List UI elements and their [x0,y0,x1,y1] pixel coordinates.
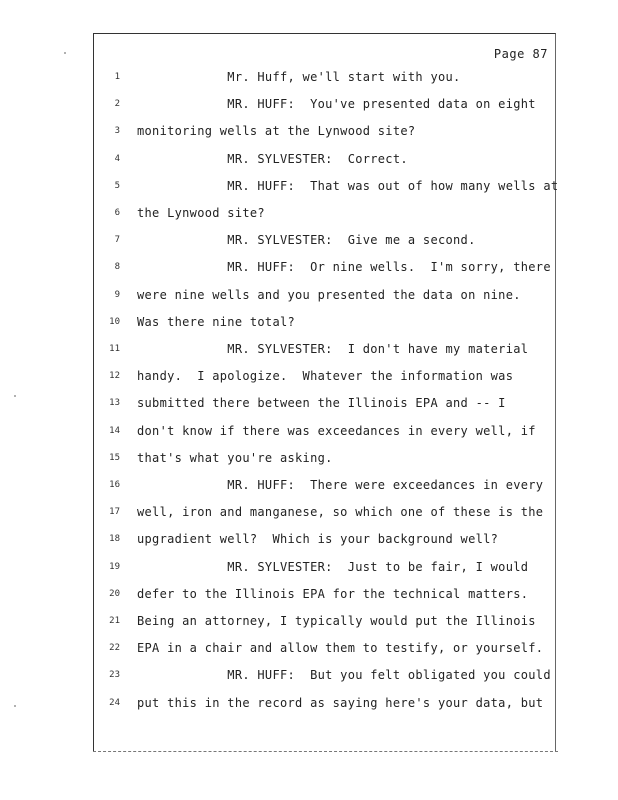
line-number: 20 [109,589,120,599]
line-number: 1 [114,72,120,82]
transcript-line: MR. HUFF: There were exceedances in every [137,478,544,492]
transcript-line: Was there nine total? [137,315,296,329]
transcript-line: MR. HUFF: But you felt obligated you could [137,668,551,682]
bottom-rule [93,751,558,752]
transcript-line: upgradient well? Which is your background well? [137,532,499,546]
transcript-line: MR. SYLVESTER: Give me a second. [137,233,476,247]
line-number: 19 [109,562,120,572]
transcript-line: don't know if there was exceedances in every well, if [137,424,536,438]
line-number: 15 [109,453,120,463]
line-number: 9 [114,290,120,300]
line-number: 17 [109,507,120,517]
line-number: 4 [114,154,120,164]
line-number: 21 [109,616,120,626]
transcript-line: handy. I apologize. Whatever the information was [137,369,514,383]
transcript-line: EPA in a chair and allow them to testify, or yourself. [137,641,544,655]
transcript-line: Being an attorney, I typically would put the Illinois [137,614,536,628]
line-number: 24 [109,698,120,708]
line-number: 5 [114,181,120,191]
transcript-line: Mr. Huff, we'll start with you. [137,70,461,84]
line-number: 22 [109,643,120,653]
transcript-line: defer to the Illinois EPA for the technical matters. [137,587,529,601]
line-number: 7 [114,235,120,245]
line-number: 10 [109,317,120,327]
transcript-line: put this in the record as saying here's your data, but [137,696,544,710]
line-number: 6 [114,208,120,218]
transcript-line: MR. SYLVESTER: Correct. [137,152,408,166]
line-number: 8 [114,262,120,272]
line-number: 13 [109,398,120,408]
line-number: 14 [109,426,120,436]
transcript-line: monitoring wells at the Lynwood site? [137,124,416,138]
transcript-line: were nine wells and you presented the data on nine. [137,288,521,302]
transcript-line: MR. SYLVESTER: Just to be fair, I would [137,560,529,574]
scan-speck [14,705,16,707]
line-number: 16 [109,480,120,490]
transcript-line: MR. HUFF: You've presented data on eight [137,97,536,111]
transcript-line: well, iron and manganese, so which one of these is the [137,505,544,519]
transcript-line: the Lynwood site? [137,206,265,220]
transcript-line: MR. HUFF: Or nine wells. I'm sorry, there [137,260,551,274]
line-number: 11 [109,344,120,354]
line-number: 18 [109,534,120,544]
scan-speck [64,52,66,54]
transcript-line: submitted there between the Illinois EPA and -- I [137,396,506,410]
line-number: 2 [114,99,120,109]
transcript-line: MR. HUFF: That was out of how many wells at [137,179,559,193]
scan-speck [14,395,16,397]
line-number: 12 [109,371,120,381]
line-number: 3 [114,126,120,136]
page-number: Page 87 [493,47,548,61]
transcript-line: MR. SYLVESTER: I don't have my material [137,342,529,356]
transcript-line: that's what you're asking. [137,451,333,465]
line-number: 23 [109,670,120,680]
